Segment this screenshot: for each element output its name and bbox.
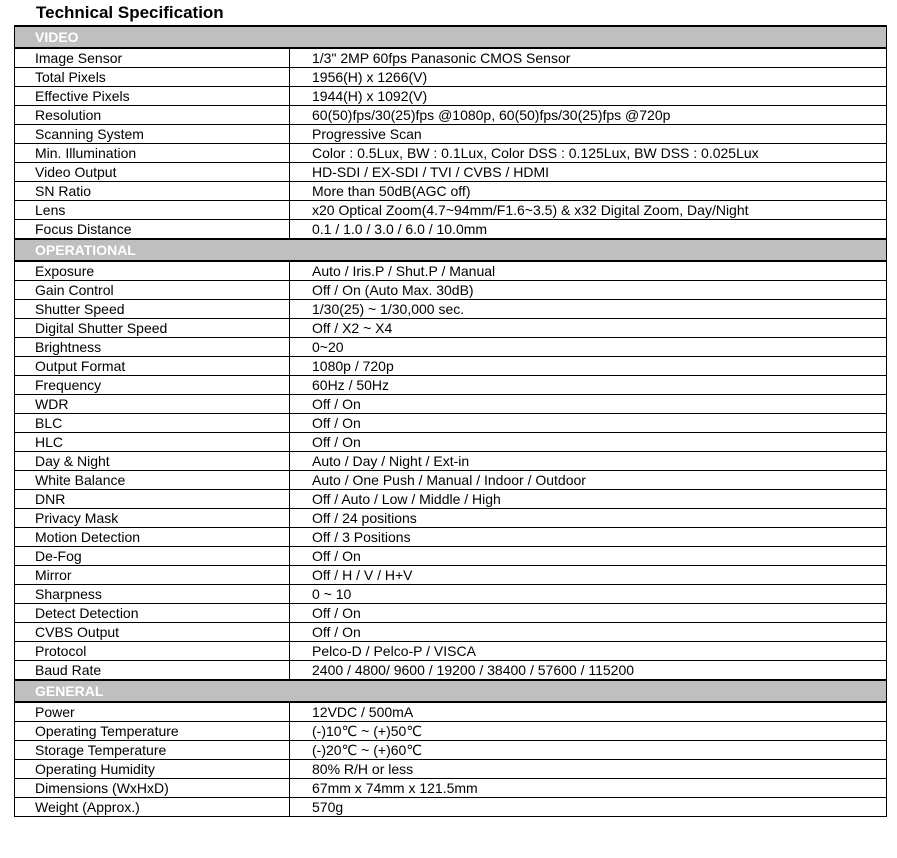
spec-value: Color : 0.5Lux, BW : 0.1Lux, Color DSS : 0.125Lux, BW DSS : 0.025Lux xyxy=(290,144,887,163)
spec-label: Day & Night xyxy=(15,452,290,471)
spec-value: HD-SDI / EX-SDI / TVI / CVBS / HDMI xyxy=(290,163,887,182)
spec-label: Storage Temperature xyxy=(15,741,290,760)
table-row xyxy=(15,604,887,623)
spec-value: Off / On xyxy=(290,623,887,642)
table-row xyxy=(15,642,887,661)
spec-value: 1080p / 720p xyxy=(290,357,887,376)
spec-value: Off / H / V / H+V xyxy=(290,566,887,585)
table-row xyxy=(15,220,887,240)
spec-label: Power xyxy=(15,702,290,722)
table-row xyxy=(15,163,887,182)
spec-value: 1944(H) x 1092(V) xyxy=(290,87,887,106)
table-row xyxy=(15,471,887,490)
spec-label: White Balance xyxy=(15,471,290,490)
spec-label: CVBS Output xyxy=(15,623,290,642)
spec-label: Scanning System xyxy=(15,125,290,144)
table-row xyxy=(15,661,887,681)
spec-label: Digital Shutter Speed xyxy=(15,319,290,338)
spec-value: Off / On xyxy=(290,547,887,566)
section-header-general xyxy=(15,680,887,702)
spec-value: Off / Auto / Low / Middle / High xyxy=(290,490,887,509)
table-row xyxy=(15,566,887,585)
spec-label: Lens xyxy=(15,201,290,220)
spec-label: BLC xyxy=(15,414,290,433)
spec-label: HLC xyxy=(15,433,290,452)
spec-label: Resolution xyxy=(15,106,290,125)
spec-value: Auto / Day / Night / Ext-in xyxy=(290,452,887,471)
spec-value: 60(50)fps/30(25)fps @1080p, 60(50)fps/30(25)fps @720p xyxy=(290,106,887,125)
table-row xyxy=(15,741,887,760)
spec-label: Total Pixels xyxy=(15,68,290,87)
table-row xyxy=(15,125,887,144)
spec-value: More than 50dB(AGC off) xyxy=(290,182,887,201)
spec-value: 1/30(25) ~ 1/30,000 sec. xyxy=(290,300,887,319)
spec-label: Operating Temperature xyxy=(15,722,290,741)
page-title: Technical Specification xyxy=(36,3,224,22)
table-row xyxy=(15,376,887,395)
spec-label: Focus Distance xyxy=(15,220,290,240)
spec-value: Progressive Scan xyxy=(290,125,887,144)
spec-value: Off / X2 ~ X4 xyxy=(290,319,887,338)
spec-value: Pelco-D / Pelco-P / VISCA xyxy=(290,642,887,661)
spec-value: 80% R/H or less xyxy=(290,760,887,779)
spec-value: Auto / Iris.P / Shut.P / Manual xyxy=(290,261,887,281)
spec-value: Auto / One Push / Manual / Indoor / Outdoor xyxy=(290,471,887,490)
spec-value: 570g xyxy=(290,798,887,817)
table-row xyxy=(15,144,887,163)
section-header-operational xyxy=(15,239,887,261)
table-row xyxy=(15,68,887,87)
spec-value: 60Hz / 50Hz xyxy=(290,376,887,395)
table-row xyxy=(15,414,887,433)
spec-value: 1/3" 2MP 60fps Panasonic CMOS Sensor xyxy=(290,48,887,68)
spec-value: 2400 / 4800/ 9600 / 19200 / 38400 / 57600 / 115200 xyxy=(290,661,887,681)
spec-label: Dimensions (WxHxD) xyxy=(15,779,290,798)
table-row xyxy=(15,798,887,817)
spec-value: Off / 24 positions xyxy=(290,509,887,528)
table-row xyxy=(15,760,887,779)
spec-label: Motion Detection xyxy=(15,528,290,547)
table-row xyxy=(15,182,887,201)
table-row xyxy=(15,281,887,300)
spec-value: (-)20℃ ~ (+)60℃ xyxy=(290,741,887,760)
spec-label: SN Ratio xyxy=(15,182,290,201)
spec-value: Off / On xyxy=(290,414,887,433)
spec-label: Video Output xyxy=(15,163,290,182)
table-row xyxy=(15,585,887,604)
spec-value: Off / On (Auto Max. 30dB) xyxy=(290,281,887,300)
spec-value: Off / On xyxy=(290,395,887,414)
spec-label: Sharpness xyxy=(15,585,290,604)
table-row xyxy=(15,395,887,414)
table-row xyxy=(15,87,887,106)
spec-label: Image Sensor xyxy=(15,48,290,68)
spec-value: 67mm x 74mm x 121.5mm xyxy=(290,779,887,798)
section-header-video xyxy=(15,26,887,48)
spec-label: Detect Detection xyxy=(15,604,290,623)
spec-value: 0 ~ 10 xyxy=(290,585,887,604)
table-row xyxy=(15,722,887,741)
spec-label: Shutter Speed xyxy=(15,300,290,319)
table-row xyxy=(15,528,887,547)
spec-label: Weight (Approx.) xyxy=(15,798,290,817)
spec-table xyxy=(14,25,887,817)
table-row xyxy=(15,547,887,566)
spec-value: x20 Optical Zoom(4.7~94mm/F1.6~3.5) & x32 Digital Zoom, Day/Night xyxy=(290,201,887,220)
spec-label: Brightness xyxy=(15,338,290,357)
spec-label: DNR xyxy=(15,490,290,509)
table-row xyxy=(15,48,887,68)
spec-label: Frequency xyxy=(15,376,290,395)
table-row xyxy=(15,509,887,528)
table-row xyxy=(15,433,887,452)
spec-label: Exposure xyxy=(15,261,290,281)
table-row xyxy=(15,702,887,722)
table-row xyxy=(15,201,887,220)
table-row xyxy=(15,300,887,319)
spec-label: Output Format xyxy=(15,357,290,376)
spec-value: 0.1 / 1.0 / 3.0 / 6.0 / 10.0mm xyxy=(290,220,887,240)
table-row xyxy=(15,357,887,376)
spec-value: 0~20 xyxy=(290,338,887,357)
spec-value: Off / 3 Positions xyxy=(290,528,887,547)
spec-label: De-Fog xyxy=(15,547,290,566)
spec-label: Gain Control xyxy=(15,281,290,300)
table-row xyxy=(15,338,887,357)
spec-value: Off / On xyxy=(290,604,887,623)
section-title: GENERAL xyxy=(15,680,887,702)
spec-label: Min. Illumination xyxy=(15,144,290,163)
spec-value: 12VDC / 500mA xyxy=(290,702,887,722)
table-row xyxy=(15,319,887,338)
table-row xyxy=(15,490,887,509)
spec-label: Operating Humidity xyxy=(15,760,290,779)
spec-label: Baud Rate xyxy=(15,661,290,681)
table-row xyxy=(15,623,887,642)
spec-label: Privacy Mask xyxy=(15,509,290,528)
spec-label: WDR xyxy=(15,395,290,414)
table-row xyxy=(15,452,887,471)
spec-value: Off / On xyxy=(290,433,887,452)
spec-label: Effective Pixels xyxy=(15,87,290,106)
section-title: VIDEO xyxy=(15,26,887,48)
spec-table-body xyxy=(15,26,887,817)
table-row xyxy=(15,261,887,281)
spec-value: (-)10℃ ~ (+)50℃ xyxy=(290,722,887,741)
section-title: OPERATIONAL xyxy=(15,239,887,261)
table-row xyxy=(15,106,887,125)
spec-value: 1956(H) x 1266(V) xyxy=(290,68,887,87)
table-row xyxy=(15,779,887,798)
spec-label: Protocol xyxy=(15,642,290,661)
spec-label: Mirror xyxy=(15,566,290,585)
